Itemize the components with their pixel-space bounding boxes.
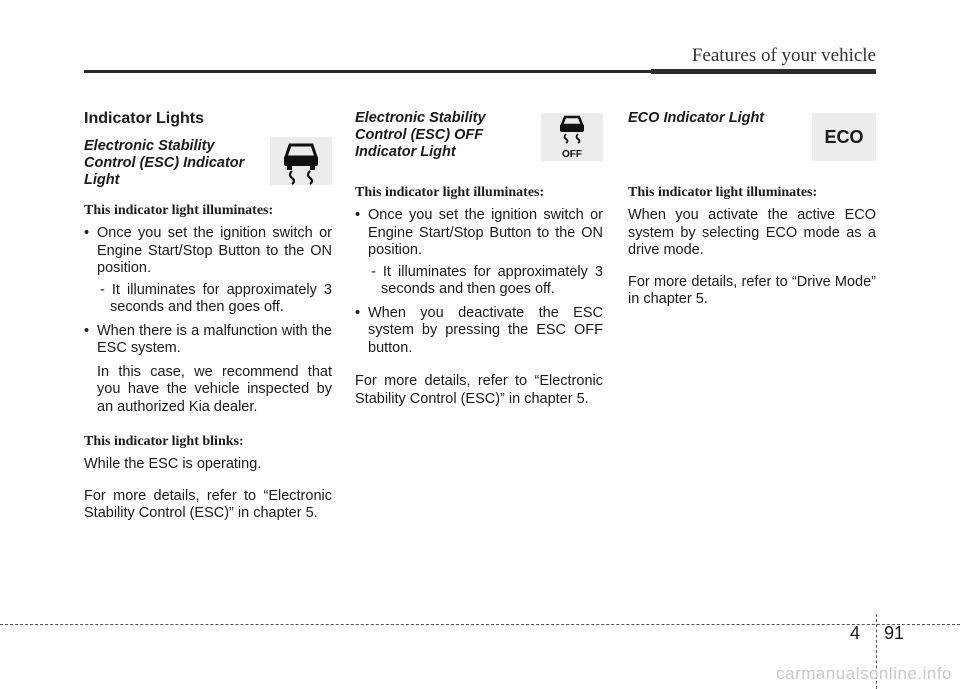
esc-bullet2-cont: In this case, we recommend that you have the vehicle inspected by an authorized Kia dealer. xyxy=(97,363,332,415)
esc-blinks-text: While the ESC is operating. xyxy=(84,456,262,472)
eco-body: When you activate the active ECO system by selecting ECO mode as a drive mode. xyxy=(628,207,876,258)
list-item: • Once you set the ignition switch or Engine Start/Stop Button to the ON position. - It illuminates for approximately 3 seconds and then goes off. xyxy=(355,207,603,297)
footer-rule xyxy=(0,624,960,625)
esc-off-subtitle: Electronic Stability Control (ESC) OFF Indicator Light xyxy=(355,110,486,160)
esc-off-illuminates-lead: This indicator light illuminates: xyxy=(355,185,545,200)
eco-icon: ECO xyxy=(824,127,864,147)
list-item: • When there is a malfunction with the ESC system. In this case, we recommend that you have the vehicle inspected by an authorized Kia dealer. xyxy=(84,322,332,415)
eco-subtitle: ECO Indicator Light xyxy=(628,110,765,126)
esc-off-bullet1-sub: - It illuminates for approximately 3 seconds and then goes off. xyxy=(371,263,603,297)
header-rule-accent xyxy=(651,69,876,74)
esc-more-info: For more details, refer to “Electronic Stability Control (ESC)” in chapter 5. xyxy=(84,487,332,521)
esc-off-more-info: For more details, refer to “Electronic Stability Control (ESC)” in chapter 5. xyxy=(355,373,603,407)
esc-off-icon-label: OFF xyxy=(562,149,582,160)
list-item: • Once you set the ignition switch or Engine Start/Stop Button to the ON position. - It illuminates for approximately 3 seconds and then goes off. xyxy=(84,225,332,315)
page-header-title: Features of your vehicle xyxy=(691,45,876,66)
section-title: Indicator Lights xyxy=(84,110,204,127)
esc-bullet1-sub: - It illuminates for approximately 3 seconds and then goes off. xyxy=(100,281,332,315)
esc-blinks-lead: This indicator light blinks: xyxy=(84,434,244,449)
chapter-number: 4 xyxy=(850,623,861,643)
esc-off-icon xyxy=(541,113,603,161)
list-item: • When you deactivate the ESC system by pressing the ESC OFF button. xyxy=(355,304,603,356)
esc-illuminates-lead: This indicator light illuminates: xyxy=(84,203,274,218)
watermark: carmanualsonline.info xyxy=(776,664,952,683)
page-number: 91 xyxy=(884,623,905,643)
esc-bullet-list xyxy=(84,225,332,416)
eco-indicator-icon xyxy=(812,113,876,161)
esc-off-indicator-icon xyxy=(541,113,603,161)
esc-car-skid-icon xyxy=(270,137,332,185)
esc-indicator-icon xyxy=(270,137,332,185)
esc-off-bullet-list xyxy=(355,207,603,357)
eco-illuminates-lead: This indicator light illuminates: xyxy=(628,185,818,200)
esc-subtitle: Electronic Stability Control (ESC) Indicator Light xyxy=(84,138,245,188)
eco-more-info: For more details, refer to “Drive Mode” in chapter 5. xyxy=(628,273,876,307)
